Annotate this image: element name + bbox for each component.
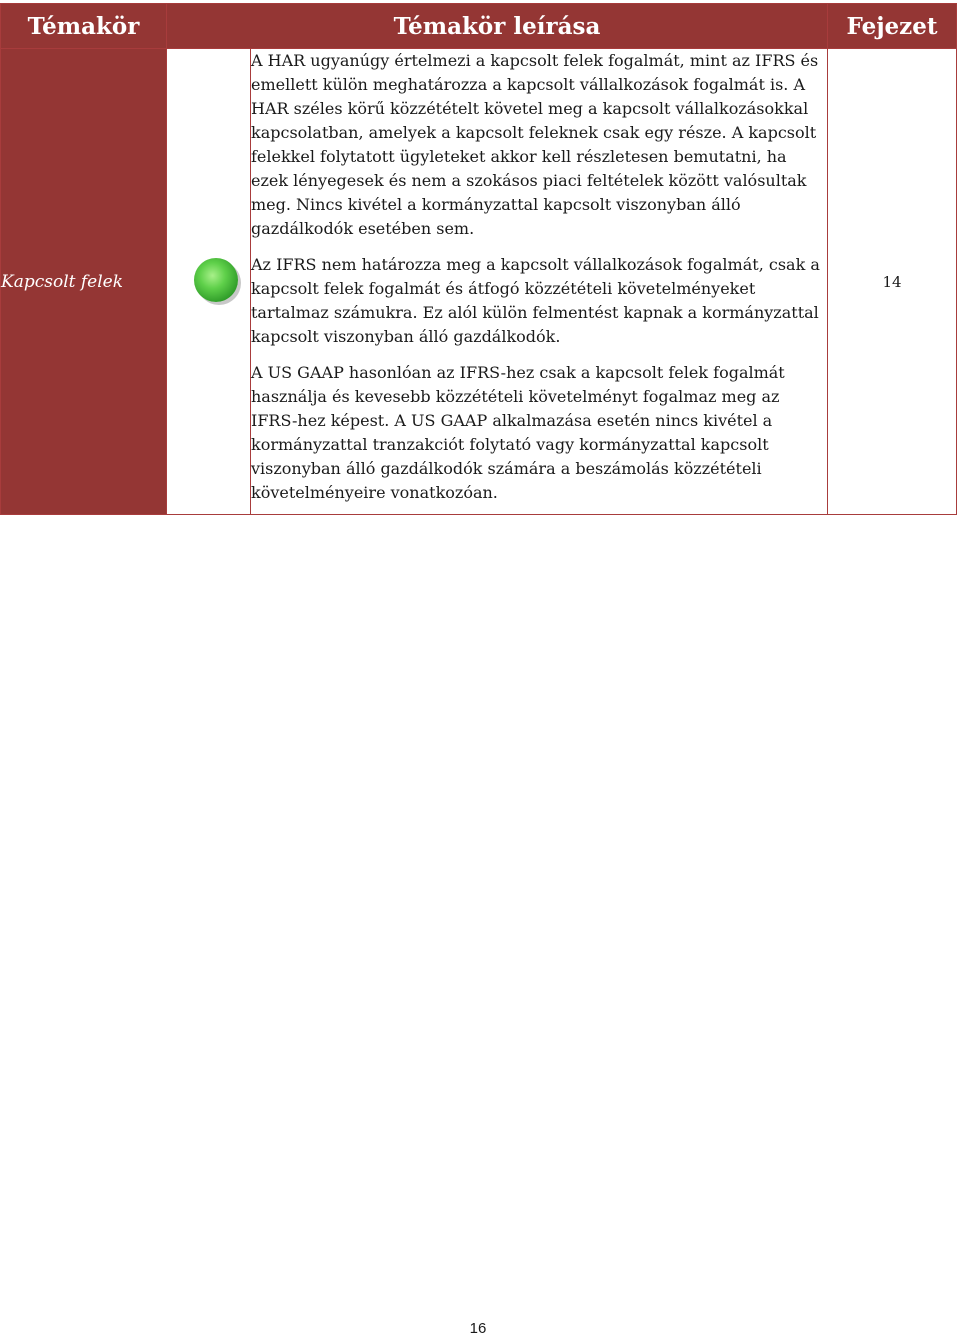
header-chapter: Fejezet — [828, 4, 957, 49]
description-cell — [251, 49, 828, 515]
green-ball-icon — [194, 258, 238, 302]
description-paragraph-ifrs: Az IFRS nem határozza meg a kapcsolt vállalkozások fogalmát, csak a kapcsolt felek fogalmát és átfogó közzétételi követelményeket tartalmaz számukra. Ez alól külön felmentést kapnak a kormányzattal kapcsolt viszonyban álló gazdálkodók. — [251, 255, 820, 346]
description-paragraph-har: A HAR ugyanúgy értelmezi a kapcsolt felek fogalmát, mint az IFRS és emellett külön meghatározza a kapcsolt vállalkozások fogalmát is. A HAR széles körű közzétételt követel meg a kapcsolt vállalkozásokkal kapcsolatban, amelyek a kapcsolt feleknek csak egy része. A kapcsolt felekkel folytatott ügyleteket akkor kell részletesen bemutatni, ha ezek lényegesek és nem a szokásos piaci feltételek között valósultak meg. Nincs kivétel a kormányzattal kapcsolt viszonyban álló gazdálkodók esetében sem. — [251, 51, 819, 238]
status-cell — [167, 49, 251, 515]
header-description: Témakör leírása — [167, 4, 828, 49]
page-number: 16 — [469, 1320, 487, 1337]
chapter-cell: 14 — [828, 49, 957, 515]
header-topic: Témakör — [1, 4, 167, 49]
comparison-table — [0, 3, 957, 515]
description-paragraph-usgaap: A US GAAP hasonlóan az IFRS-hez csak a kapcsolt felek fogalmát használja és kevesebb közzétételi követelményt fogalmaz meg az IFRS-hez képest. A US GAAP alkalmazása esetén nincs kivétel a kormányzattal tranzakciót folytató vagy kormányzattal kapcsolt viszonyban álló gazdálkodók számára a beszámolás közzétételi követelményeire vonatkozóan. — [251, 363, 785, 502]
topic-cell: Kapcsolt felek — [1, 49, 167, 515]
table-header-row — [1, 4, 957, 49]
table-row — [1, 49, 957, 515]
